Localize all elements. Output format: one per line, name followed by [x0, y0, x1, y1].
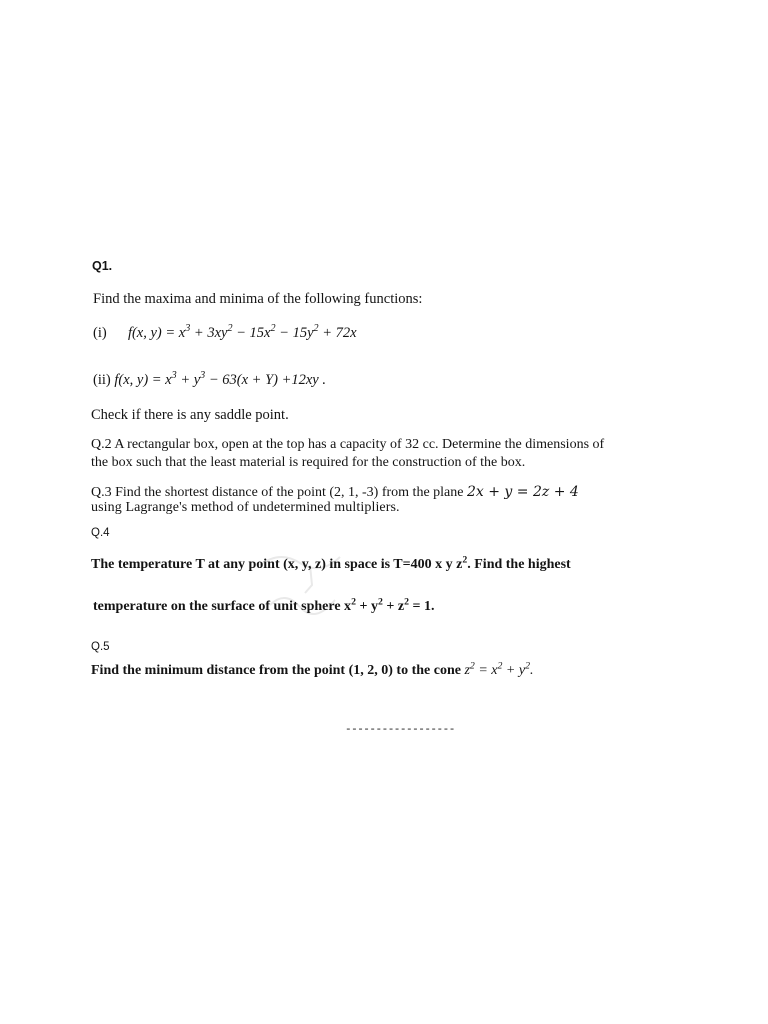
q5-label: Q.5 — [91, 641, 110, 653]
q1-instruction: Find the maxima and minima of the following functions: — [93, 291, 423, 307]
q3-text: Q.3 Find the shortest distance of the point (2, 1, -3) from the plane — [91, 485, 464, 500]
q1-label: Q1. — [92, 259, 113, 273]
q3-line-2: using Lagrange's method of undetermined multipliers. — [91, 500, 400, 515]
q3-line-1 — [91, 484, 579, 501]
q2-line-2: the box such that the least material is required for the construction of the box. — [91, 455, 526, 470]
q2-line-1: Q.2 A rectangular box, open at the top has a capacity of 32 cc. Determine the dimensions of — [91, 437, 605, 452]
q4-line-1: The temperature T at any point (x, y, z) in space is T=400 x y $z^2$. Find the highest — [91, 554, 571, 572]
q4-label: Q.4 — [91, 527, 110, 539]
q1-part-i — [93, 325, 357, 341]
q1-part-i-number: (i) — [93, 325, 107, 341]
check-saddle-text: Check if there is any saddle point. — [91, 407, 289, 423]
q1-part-i-expression: f(x, $y) = x^3 + 3xy^2 - 15x^2 - 15y^2 + 72x$ — [127, 323, 357, 341]
q1-part-ii — [93, 372, 326, 388]
q4-line-2: temperature on the surface of unit sphere $x^2 + y^2 + z^2 = 1$. — [93, 596, 435, 614]
q1-part-ii-number: (ii) — [93, 372, 111, 388]
end-divider: ------------------ — [345, 724, 455, 736]
q1-part-ii-expression: f(x, $y) = x^3 + y^3 - 63(x + Y) +12xy$ . — [114, 370, 326, 388]
q5-line: Find the minimum distance from the point (1, 2, 0) to the cone $z^2 = x^2 + y^2$. — [91, 660, 534, 678]
q3-plane-equation: 2x + y = 2z + 4 — [466, 484, 579, 500]
